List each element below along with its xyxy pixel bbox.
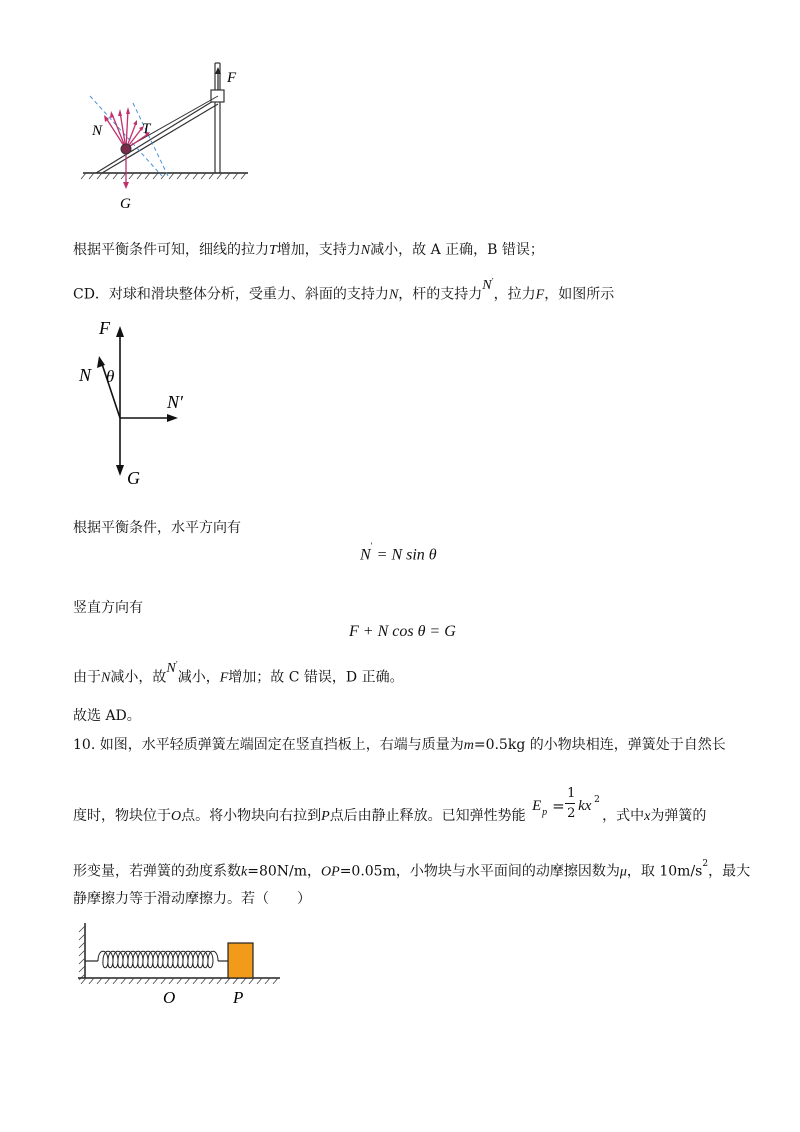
fig2-label-G: G — [127, 468, 140, 488]
q10-line-3: 形变量，若弹簧的劲度系数k=80N/m，OP=0.05m，小物块与水平面间的动摩擦因数为μ，取 $10m/s^2$，最大 — [73, 859, 751, 880]
figure-spring-block — [68, 918, 288, 1018]
q10-line-2: 度时，物块位于O点。将小物块向右拉到P点后由静止释放。已知弹性势能 E p = 1 2 kx 2 ，式中x为弹簧的 — [73, 786, 707, 824]
figure-force-diagram — [75, 318, 205, 488]
fig2-label-theta: θ — [106, 367, 115, 386]
fig1-label-T: T — [142, 121, 151, 137]
text-line-4: 竖直方向有 — [73, 600, 143, 616]
text-line-6: 故选 AD。 — [73, 708, 141, 724]
fig2-label-Nprime: N′ — [167, 392, 183, 412]
fig1-label-G: G — [120, 196, 131, 212]
text-line-1: 根据平衡条件可知，细线的拉力T增加，支持力N减小，故 A 正确，B 错误； — [73, 242, 544, 258]
q10-line-4: 静摩擦力等于滑动摩擦力。若（ ） — [73, 891, 311, 907]
fig3-label-P: P — [233, 988, 244, 1007]
fig1-label-F: F — [227, 70, 237, 86]
equation-vertical: F + N cos θ = G — [349, 623, 456, 640]
figure-incline-ball — [78, 58, 258, 213]
potential-energy-formula: E p = 1 2 kx 2 — [532, 786, 600, 821]
text-line-2: CD．对球和滑块整体分析，受重力、斜面的支持力N，杆的支持力N′，拉力F，如图所示 — [73, 277, 615, 303]
fig3-label-O: O — [163, 988, 176, 1007]
fig2-label-F: F — [99, 318, 110, 338]
text-line-3: 根据平衡条件，水平方向有 — [73, 520, 241, 536]
fig2-label-N: N — [79, 365, 92, 385]
text-line-5: 由于N减小，故N′减小，F增加；故 C 错误，D 正确。 — [73, 660, 404, 686]
q10-line-1: 10. 如图，水平轻质弹簧左端固定在竖直挡板上，右端与质量为m=0.5kg 的小物块相连，弹簧处于自然长 — [73, 737, 726, 753]
fig1-label-N: N — [92, 123, 103, 139]
equation-horizontal: N′ = N sin θ — [360, 541, 437, 564]
